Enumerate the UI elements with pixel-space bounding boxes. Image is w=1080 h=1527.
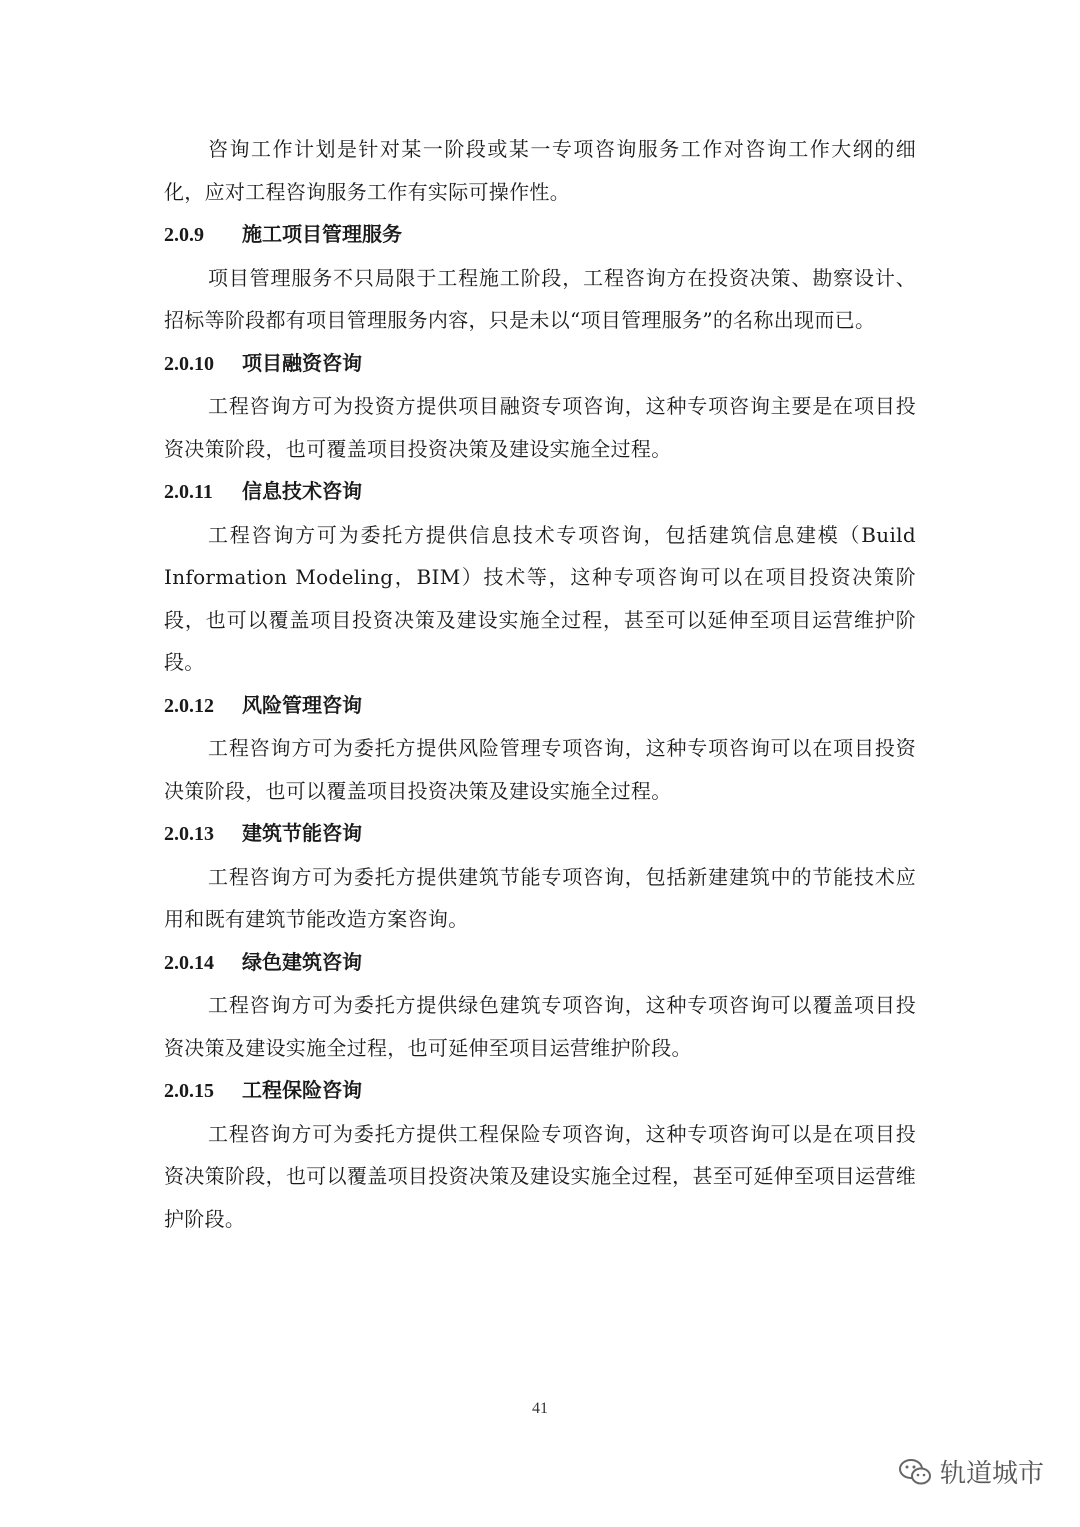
- section-2-0-14: [164, 941, 916, 1070]
- section-body: 工程咨询方可为委托方提供风险管理专项咨询，这种专项咨询可以在项目投资决策阶段，也可以覆盖项目投资决策及建设实施全过程。: [164, 736, 916, 803]
- watermark: [898, 1453, 1044, 1490]
- section-number: 2.0.14: [164, 951, 214, 974]
- section-number: 2.0.11: [164, 481, 213, 503]
- section-heading: [164, 342, 916, 386]
- section-title: 项目融资咨询: [242, 350, 362, 375]
- page-number: 41: [532, 1400, 548, 1417]
- section-heading: [164, 812, 916, 856]
- wechat-icon: [898, 1458, 932, 1486]
- section-heading: [164, 684, 916, 728]
- section-title: 风险管理咨询: [242, 692, 362, 717]
- watermark-text: 轨道城市: [939, 1459, 1044, 1489]
- section-title: 建筑节能咨询: [242, 821, 362, 845]
- section-body: 项目管理服务不只局限于工程施工阶段，工程咨询方在投资决策、勘察设计、招标等阶段都有项目管理服务内容，只是未以“项目管理服务”的名称出现而已。: [164, 265, 916, 332]
- document-page: [164, 128, 916, 1240]
- section-2-0-10: [164, 342, 916, 471]
- section-2-0-13: [164, 812, 916, 941]
- section-title: 绿色建筑咨询: [242, 949, 362, 974]
- section-body: 工程咨询方可为投资方提供项目融资专项咨询，这种专项咨询主要是在项目投资决策阶段，也可覆盖项目投资决策及建设实施全过程。: [164, 394, 916, 461]
- section-title: 信息技术咨询: [242, 479, 362, 503]
- section-body: 工程咨询方可为委托方提供绿色建筑专项咨询，这种专项咨询可以覆盖项目投资决策及建设实施全过程，也可延伸至项目运营维护阶段。: [164, 993, 916, 1060]
- section-number: 2.0.9: [164, 224, 204, 246]
- section-heading: [164, 213, 916, 257]
- section-number: 2.0.13: [164, 823, 214, 845]
- section-body: 工程咨询方可为委托方提供工程保险专项咨询，这种专项咨询可以是在项目投资决策阶段，也可以覆盖项目投资决策及建设实施全过程，甚至可延伸至项目运营维护阶段。: [164, 1121, 916, 1231]
- section-2-0-15: [164, 1069, 916, 1240]
- intro-paragraph: 咨询工作计划是针对某一阶段或某一专项咨询服务工作对咨询工作大纲的细化，应对工程咨询服务工作有实际可操作性。: [164, 137, 916, 204]
- section-number: 2.0.12: [164, 694, 214, 717]
- section-body: 工程咨询方可为委托方提供信息技术专项咨询，包括建筑信息建模（Build Information Modeling，BIM）技术等，这种专项咨询可以在项目投资决策阶段，也可以覆盖项目投资决策及建设实施全过程，甚至可以延伸至项目运营维护阶段。: [164, 522, 916, 674]
- section-title: 施工项目管理服务: [242, 222, 402, 246]
- section-body: 工程咨询方可为委托方提供建筑节能专项咨询，包括新建建筑中的节能技术应用和既有建筑节能改造方案咨询。: [164, 864, 916, 931]
- section-number: 2.0.15: [164, 1080, 214, 1102]
- section-number: 2.0.10: [164, 352, 214, 375]
- section-2-0-12: [164, 684, 916, 813]
- section-title: 工程保险咨询: [242, 1078, 362, 1102]
- section-heading: [164, 1069, 916, 1113]
- section-2-0-11: [164, 470, 916, 684]
- section-2-0-9: [164, 213, 916, 342]
- section-heading: [164, 470, 916, 514]
- section-heading: [164, 941, 916, 985]
